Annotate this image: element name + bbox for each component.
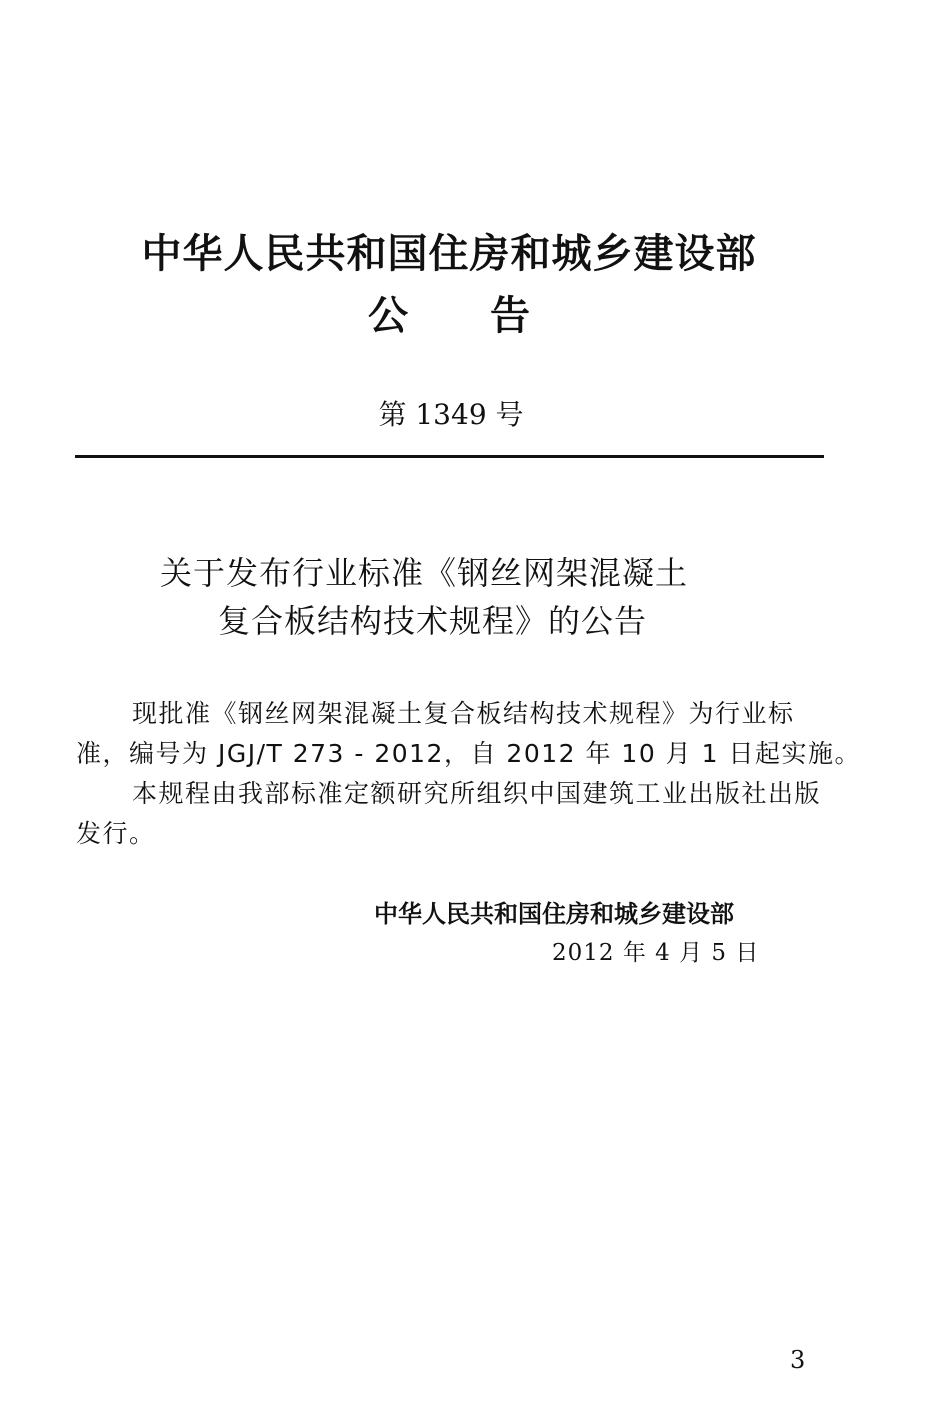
body-paragraph-2-line-1: 本规程由我部标准定额研究所组织中国建筑工业出版社出版 <box>132 779 822 808</box>
body-paragraph-2-line-2: 发行。 <box>76 819 156 848</box>
document-type-title: 公告 <box>368 293 612 339</box>
signature-issuer: 中华人民共和国住房和城乡建设部 <box>374 900 734 928</box>
body-paragraph-1-line-1: 现批准《钢丝网架混凝土复合板结构技术规程》为行业标 <box>132 699 795 728</box>
page-number: 3 <box>790 1346 806 1374</box>
signature-date: 2012 年 4 月 5 日 <box>552 940 760 966</box>
ministry-title: 中华人民共和国住房和城乡建设部 <box>141 231 757 277</box>
header-divider <box>75 455 824 458</box>
subject-line-1: 关于发布行业标准《钢丝网架混凝土 <box>160 554 689 592</box>
subject-line-2: 复合板结构技术规程》的公告 <box>218 602 648 640</box>
body-paragraph-1-line-2: 准，编号为 JGJ/T 273 - 2012，自 2012 年 10 月 1 日起实施。 <box>76 739 861 768</box>
document-number: 第 1349 号 <box>378 398 524 431</box>
